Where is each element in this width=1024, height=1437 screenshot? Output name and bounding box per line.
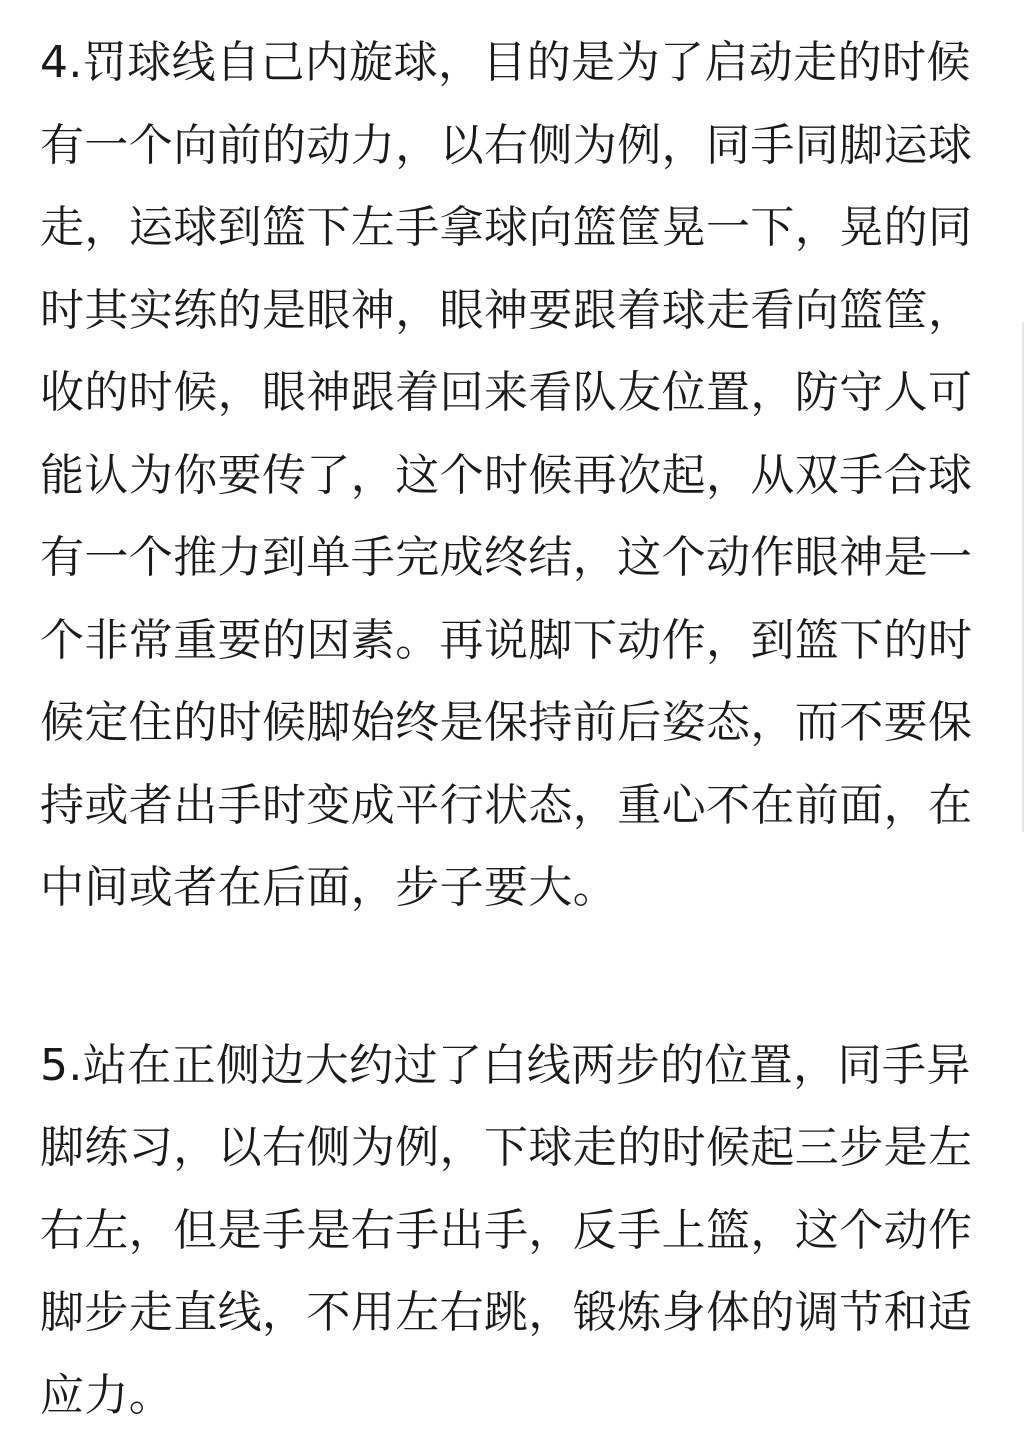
text-line: 候定住的时候脚始终是保持前后姿态，而不要保 — [40, 682, 990, 765]
text-line: 走，运球到篮下左手拿球向篮筐晃一下，晃的同 — [40, 187, 990, 270]
text-line: 个非常重要的因素。再说脚下动作，到篮下的时 — [40, 600, 990, 683]
text-line: 4.罚球线自己内旋球，目的是为了启动走的时候 — [40, 22, 990, 105]
text-line: 5.站在正侧边大约过了白线两步的位置，同手异 — [40, 1025, 990, 1108]
paragraph-spacer — [40, 930, 990, 1025]
paragraph-5 — [40, 1025, 990, 1437]
text-line: 脚步走直线，不用左右跳，锻炼身体的调节和适 — [40, 1272, 990, 1355]
paragraph-4 — [40, 22, 990, 930]
text-line: 中间或者在后面，步子要大。 — [40, 847, 990, 930]
article-body — [40, 22, 990, 1437]
text-line: 能认为你要传了，这个时候再次起，从双手合球 — [40, 435, 990, 518]
text-line: 有一个推力到单手完成终结，这个动作眼神是一 — [40, 517, 990, 600]
text-line: 时其实练的是眼神，眼神要跟着球走看向篮筐， — [40, 270, 990, 353]
text-line: 收的时候，眼神跟着回来看队友位置，防守人可 — [40, 352, 990, 435]
text-line: 脚练习，以右侧为例，下球走的时候起三步是左 — [40, 1107, 990, 1190]
text-line: 右左，但是手是右手出手，反手上篮，这个动作 — [40, 1190, 990, 1273]
text-line: 持或者出手时变成平行状态，重心不在前面，在 — [40, 765, 990, 848]
text-line: 有一个向前的动力，以右侧为例，同手同脚运球 — [40, 105, 990, 188]
text-line: 应力。 — [40, 1355, 990, 1437]
